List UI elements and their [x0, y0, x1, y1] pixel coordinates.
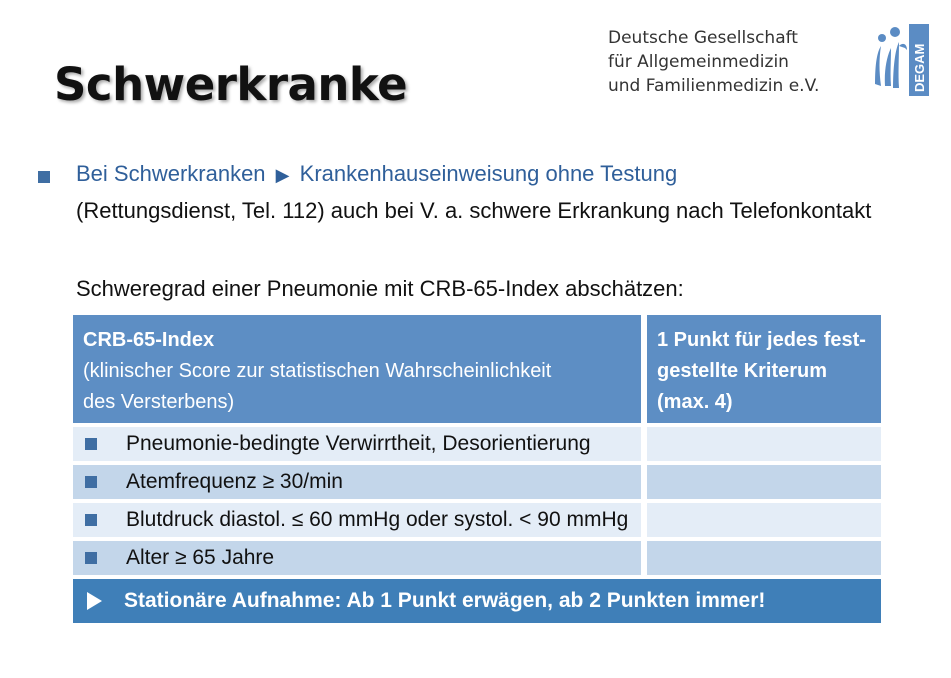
header-left-title: CRB-65-Index	[83, 329, 215, 351]
table-header	[73, 315, 881, 423]
criterion-cell	[73, 541, 641, 575]
points-cell	[647, 465, 881, 499]
header-right-line-1: 1 Punkt für jedes fest-	[657, 329, 866, 351]
play-triangle-icon	[87, 592, 102, 610]
crb65-table	[73, 315, 881, 623]
bullet-heading	[76, 161, 677, 187]
header-left-line-3: des Versterbens)	[83, 391, 235, 413]
header-right-line-2: gestellte Kriterum	[657, 360, 828, 382]
bullet-square-icon	[85, 476, 97, 488]
organization-name	[608, 26, 819, 98]
criterion-cell	[73, 427, 641, 461]
table-row	[73, 541, 881, 575]
points-cell	[647, 427, 881, 461]
header-right-line-3: (max. 4)	[657, 391, 733, 413]
header-left-line-2: (klinischer Score zur statistischen Wahrscheinlichkeit	[83, 360, 552, 382]
organization-line-1: Deutsche Gesellschaft	[608, 28, 798, 48]
page-title: Schwerkranke	[54, 58, 408, 111]
degam-logo	[869, 24, 929, 96]
table-row	[73, 427, 881, 461]
points-cell	[647, 503, 881, 537]
header-left-cell	[73, 315, 641, 423]
points-cell	[647, 541, 881, 575]
bullet-square-icon	[85, 514, 97, 526]
header-right-cell	[647, 315, 881, 423]
table-row	[73, 465, 881, 499]
organization-line-3: und Familienmedizin e.V.	[608, 76, 820, 96]
criterion-text: Pneumonie-bedingte Verwirrtheit, Desorientierung	[126, 432, 591, 455]
bullet-square-icon	[85, 438, 97, 450]
bullet-heading-part1: Bei Schwerkranken	[76, 161, 266, 186]
criterion-text: Blutdruck diastol. ≤ 60 mmHg oder systol. < 90 mmHg	[126, 508, 629, 531]
table-footer	[73, 579, 881, 623]
criterion-cell	[73, 503, 641, 537]
organization-line-2: für Allgemeinmedizin	[608, 52, 789, 72]
bullet-square-icon	[85, 552, 97, 564]
logo-text: DEGAM	[912, 43, 927, 92]
criterion-text: Atemfrequenz ≥ 30/min	[126, 470, 343, 493]
table-intro: Schweregrad einer Pneumonie mit CRB-65-Index abschätzen:	[76, 276, 684, 301]
criterion-text: Alter ≥ 65 Jahre	[126, 546, 275, 569]
bullet-square-icon	[38, 171, 50, 183]
table-row	[73, 503, 881, 537]
bullet-detail: (Rettungsdienst, Tel. 112) auch bei V. a. schwere Erkrankung nach Telefonkontakt	[76, 198, 872, 223]
footer-text: Stationäre Aufnahme: Ab 1 Punkt erwägen, ab 2 Punkten immer!	[124, 589, 766, 612]
bullet-heading-part2: Krankenhauseinweisung ohne Testung	[299, 161, 678, 186]
criterion-cell	[73, 465, 641, 499]
arrow-right-icon: ▶	[275, 165, 290, 185]
